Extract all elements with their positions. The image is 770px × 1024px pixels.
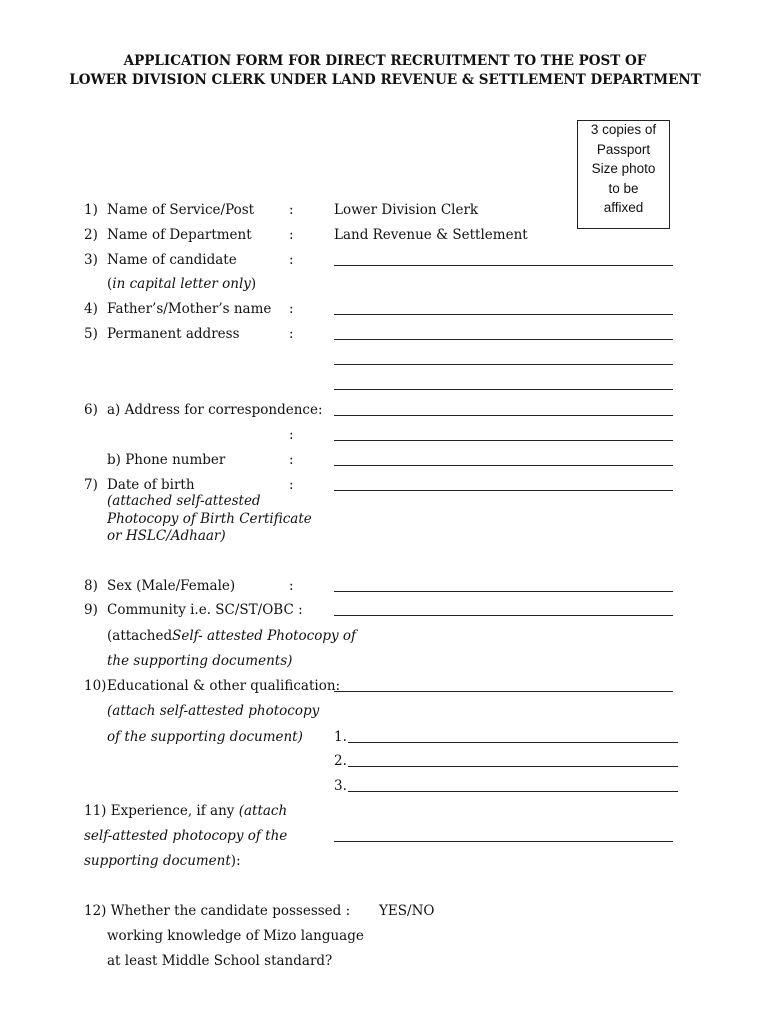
field-number: 1) xyxy=(84,202,98,218)
blank-line-qualification-item[interactable] xyxy=(348,766,678,767)
field-number: 2) xyxy=(84,227,98,243)
field-label-sex: Sex (Male/Female) xyxy=(107,578,236,594)
blank-line-qualification-item[interactable] xyxy=(348,742,678,743)
field-label-service-post: Name of Service/Post xyxy=(107,202,255,218)
colon: : xyxy=(289,326,294,342)
blank-line-correspondence-address[interactable] xyxy=(334,440,673,441)
blank-line-community[interactable] xyxy=(334,615,673,616)
field-number: 6) xyxy=(84,402,98,418)
colon: : xyxy=(289,427,294,443)
field-number: 10) xyxy=(84,678,107,694)
photo-box-text: Size photo xyxy=(591,161,656,176)
colon: : xyxy=(289,578,294,594)
blank-line-sex[interactable] xyxy=(334,591,673,592)
blank-line-qualification-item[interactable] xyxy=(348,791,678,792)
colon: : xyxy=(289,452,294,468)
field-label-qualification: Educational & other qualification: xyxy=(107,678,341,694)
field-note-birth-proof: or HSLC/Adhaar) xyxy=(107,528,226,544)
field-note-capital-letters: (in capital letter only) xyxy=(107,276,257,292)
field-label-permanent-address: Permanent address xyxy=(107,326,240,342)
colon: : xyxy=(289,202,294,218)
colon: : xyxy=(289,477,294,493)
form-title-line-1: APPLICATION FORM FOR DIRECT RECRUITMENT TO THE POST OF xyxy=(123,53,647,69)
qualification-item-number: 3. xyxy=(334,778,347,794)
field-note-birth-proof: Photocopy of Birth Certificate xyxy=(107,511,312,527)
field-note-experience-proof: supporting document): xyxy=(84,853,241,869)
field-label-parent-name: Father’s/Mother’s name xyxy=(107,301,272,317)
field-number: 3) xyxy=(84,252,98,268)
field-note-community-proof: the supporting documents) xyxy=(107,653,293,669)
field-number: 5) xyxy=(84,326,98,342)
field-label-mizo-language: at least Middle School standard? xyxy=(107,953,333,969)
blank-line-parent-name[interactable] xyxy=(334,314,673,315)
blank-line-phone[interactable] xyxy=(334,465,673,466)
blank-line-date-of-birth[interactable] xyxy=(334,490,673,491)
field-number: 7) xyxy=(84,477,98,493)
blank-line-qualification[interactable] xyxy=(334,691,673,692)
field-label-mizo-language: 12) Whether the candidate possessed : xyxy=(84,903,351,919)
photo-box-text: 3 copies of xyxy=(590,122,657,137)
colon: : xyxy=(289,301,294,317)
field-note-community-proof: (attachedSelf- attested Photocopy of xyxy=(107,628,357,644)
field-number: 4) xyxy=(84,301,98,317)
blank-line-experience[interactable] xyxy=(334,841,673,842)
field-number: 8) xyxy=(84,578,98,594)
field-label-date-of-birth: Date of birth xyxy=(107,477,195,493)
field-label-department: Name of Department xyxy=(107,227,252,243)
blank-line-permanent-address[interactable] xyxy=(334,339,673,340)
field-label-correspondence-address: a) Address for correspondence: xyxy=(107,402,323,418)
field-label-experience: 11) Experience, if any (attach xyxy=(84,803,288,819)
photo-box-text: Passport xyxy=(596,142,651,157)
qualification-item-number: 1. xyxy=(334,729,347,745)
field-note-birth-proof: (attached self-attested xyxy=(107,493,261,509)
field-value-department: Land Revenue & Settlement xyxy=(334,227,528,243)
colon: : xyxy=(289,227,294,243)
blank-line-candidate-name[interactable] xyxy=(334,265,673,266)
field-label-community: Community i.e. SC/ST/OBC : xyxy=(107,602,303,618)
field-note-qualification-proof: of the supporting document) xyxy=(107,729,303,745)
photo-box-text: to be xyxy=(608,181,639,196)
passport-photo-box xyxy=(577,120,670,229)
field-note-experience-proof: self-attested photocopy of the xyxy=(84,828,288,844)
blank-line-permanent-address[interactable] xyxy=(334,389,673,390)
field-number: 9) xyxy=(84,602,98,618)
field-label-candidate-name: Name of candidate xyxy=(107,252,237,268)
blank-line-permanent-address[interactable] xyxy=(334,364,673,365)
field-value-service-post: Lower Division Clerk xyxy=(334,202,479,218)
blank-line-correspondence-address[interactable] xyxy=(334,415,673,416)
photo-box-text: affixed xyxy=(603,200,644,215)
field-label-phone: b) Phone number xyxy=(107,452,226,468)
form-title-line-2: LOWER DIVISION CLERK UNDER LAND REVENUE & SETTLEMENT DEPARTMENT xyxy=(69,72,701,88)
qualification-item-number: 2. xyxy=(334,753,347,769)
field-label-mizo-language: working knowledge of Mizo language xyxy=(107,928,364,944)
field-value-yes-no[interactable]: YES/NO xyxy=(379,903,435,919)
colon: : xyxy=(289,252,294,268)
field-note-qualification-proof: (attach self-attested photocopy xyxy=(107,703,320,719)
